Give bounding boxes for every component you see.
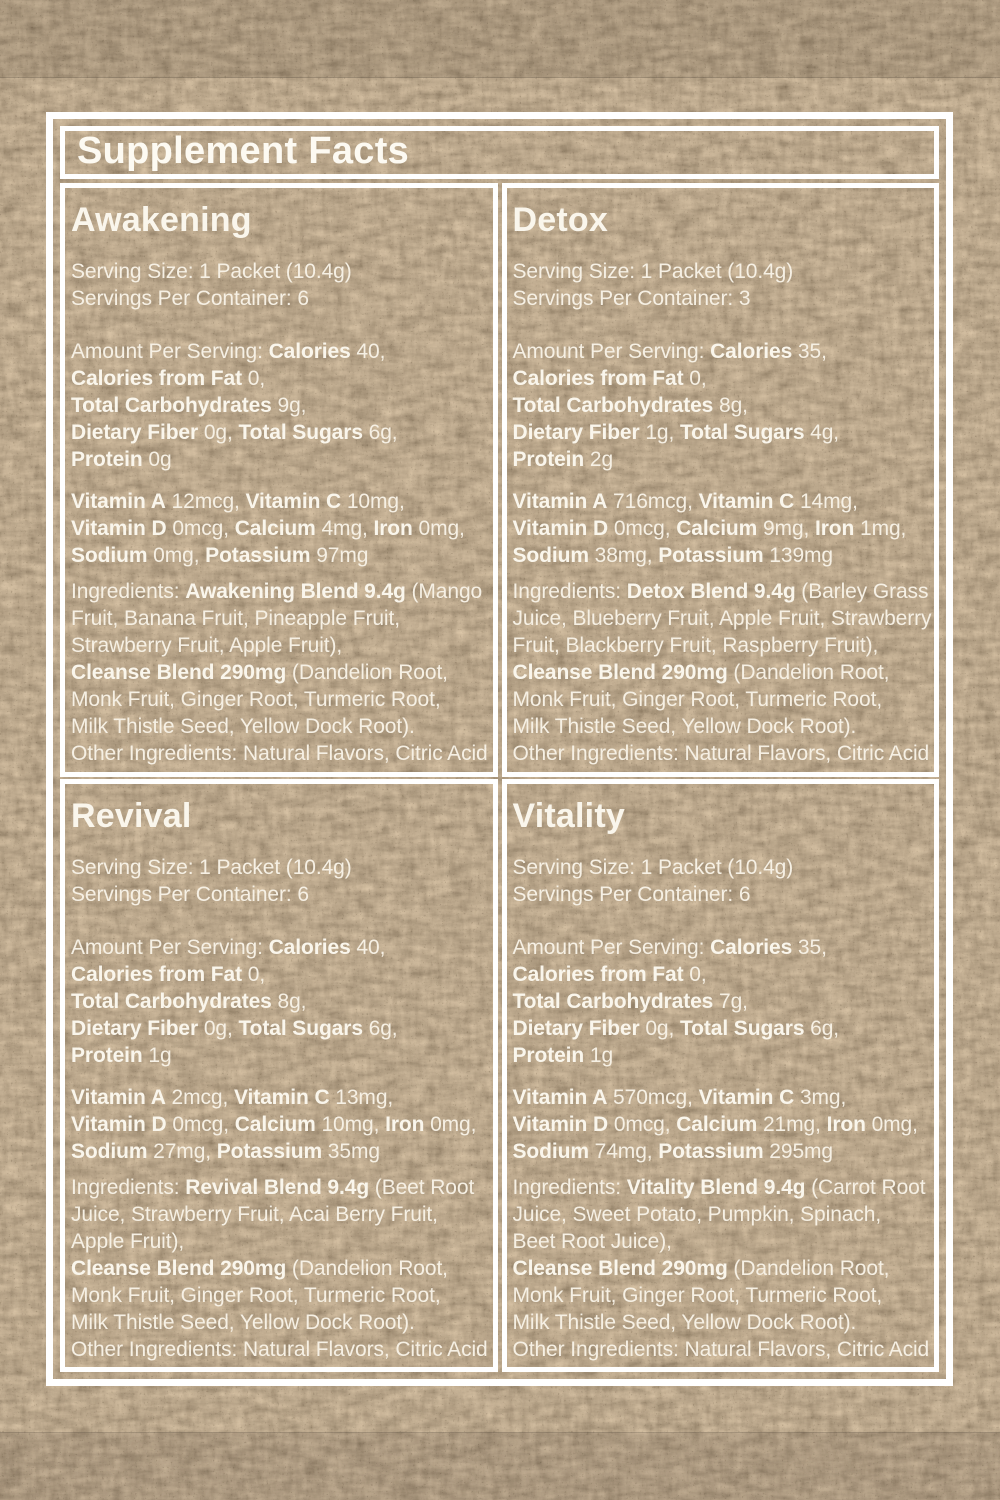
ingredients-list: [71, 1174, 489, 1363]
text-line: Servings Per Container: 6: [512, 882, 751, 906]
text-line: Fruit, Banana Fruit, Pineapple Fruit,: [71, 607, 400, 630]
nutrition-facts: [71, 338, 489, 473]
text-line: Vitamin D 0mcg, Calcium 4mg, Iron 0mg,: [71, 517, 465, 540]
text-line: Calories from Fat 0,: [71, 962, 266, 986]
vitamins-minerals: [513, 488, 931, 569]
text-line: Calories from Fat 0,: [512, 367, 707, 390]
text-line: Milk Thistle Seed, Yellow Dock Root).: [71, 1310, 415, 1334]
text-line: Ingredients: Awakening Blend 9.4g (Mango: [71, 580, 483, 603]
text-line: Sodium 0mg, Potassium 97mg: [71, 544, 369, 567]
text-line: Servings Per Container: 6: [71, 882, 309, 906]
text-line: Dietary Fiber 1g, Total Sugars 4g,: [512, 421, 840, 444]
panel-title-detox: Detox: [512, 201, 608, 239]
page-title: Supplement Facts: [77, 130, 410, 172]
panel-revival: [60, 779, 498, 1373]
serving-info: [513, 258, 931, 312]
panel-awakening: [60, 183, 498, 777]
text-line: Apple Fruit),: [71, 1229, 185, 1253]
text-line: Protein 0g: [71, 448, 172, 471]
text-line: Vitamin D 0mcg, Calcium 21mg, Iron 0mg,: [512, 1112, 918, 1136]
panel-vitality: [502, 779, 940, 1373]
nutrition-facts: [513, 338, 931, 473]
nutrition-facts: [71, 934, 489, 1069]
panel-detox: [502, 183, 940, 777]
text-line: Other Ingredients: Natural Flavors, Citric Acid: [512, 742, 930, 765]
text-line: Sodium 74mg, Potassium 295mg: [512, 1139, 834, 1163]
text-line: Total Carbohydrates 9g,: [71, 394, 307, 417]
text-line: Servings Per Container: 3: [512, 287, 751, 310]
text-line: Amount Per Serving: Calories 40,: [71, 935, 386, 959]
serving-info: [513, 854, 931, 908]
panel-title-revival: Revival: [71, 796, 192, 835]
text-line: Other Ingredients: Natural Flavors, Citric Acid: [512, 1337, 930, 1361]
panel-title-vitality: Vitality: [512, 796, 625, 835]
text-line: Sodium 38mg, Potassium 139mg: [512, 544, 834, 567]
text-line: Calories from Fat 0,: [512, 962, 707, 986]
text-line: Juice, Strawberry Fruit, Acai Berry Fruit,: [71, 1202, 438, 1226]
text-line: Vitamin A 716mcg, Vitamin C 14mg,: [512, 490, 858, 513]
label-header: [60, 126, 939, 179]
supplement-facts-label: [46, 112, 953, 1386]
text-line: Cleanse Blend 290mg (Dandelion Root,: [512, 661, 890, 684]
vitamins-minerals: [513, 1084, 931, 1165]
text-line: Serving Size: 1 Packet (10.4g): [71, 260, 352, 283]
ingredients-list: [513, 578, 931, 767]
serving-info: [71, 258, 489, 312]
text-line: Monk Fruit, Ginger Root, Turmeric Root,: [71, 688, 441, 711]
text-line: Monk Fruit, Ginger Root, Turmeric Root,: [512, 1283, 883, 1307]
ingredients-list: [513, 1174, 931, 1363]
text-line: Protein 1g: [71, 1043, 172, 1067]
text-line: Serving Size: 1 Packet (10.4g): [512, 855, 794, 879]
text-line: Total Carbohydrates 8g,: [512, 394, 748, 417]
text-line: Protein 1g: [512, 1043, 614, 1067]
text-line: Total Carbohydrates 8g,: [71, 989, 307, 1013]
text-line: Monk Fruit, Ginger Root, Turmeric Root,: [512, 688, 883, 711]
serving-info: [71, 854, 489, 908]
text-line: Sodium 27mg, Potassium 35mg: [71, 1139, 380, 1163]
text-line: Cleanse Blend 290mg (Dandelion Root,: [512, 1256, 890, 1280]
text-line: Cleanse Blend 290mg (Dandelion Root,: [71, 661, 448, 684]
text-line: Serving Size: 1 Packet (10.4g): [71, 855, 352, 879]
text-line: Fruit, Blackberry Fruit, Raspberry Fruit),: [512, 634, 879, 657]
text-line: Other Ingredients: Natural Flavors, Citric Acid: [71, 742, 488, 765]
text-line: Milk Thistle Seed, Yellow Dock Root).: [512, 715, 857, 738]
text-line: Amount Per Serving: Calories 40,: [71, 340, 386, 363]
text-line: Dietary Fiber 0g, Total Sugars 6g,: [512, 1016, 840, 1040]
text-line: Dietary Fiber 0g, Total Sugars 6g,: [71, 1016, 398, 1040]
text-line: Calories from Fat 0,: [71, 367, 266, 390]
text-line: Juice, Blueberry Fruit, Apple Fruit, Strawberry: [512, 607, 932, 630]
vitamins-minerals: [71, 1084, 489, 1165]
text-line: Vitamin D 0mcg, Calcium 10mg, Iron 0mg,: [71, 1112, 477, 1136]
panel-title-awakening: Awakening: [71, 201, 252, 239]
text-line: Amount Per Serving: Calories 35,: [512, 340, 827, 363]
text-line: Juice, Sweet Potato, Pumpkin, Spinach,: [512, 1202, 882, 1226]
text-line: Milk Thistle Seed, Yellow Dock Root).: [512, 1310, 857, 1334]
text-line: Ingredients: Revival Blend 9.4g (Beet Root: [71, 1175, 475, 1199]
text-line: Vitamin A 570mcg, Vitamin C 3mg,: [512, 1085, 847, 1109]
text-line: Total Carbohydrates 7g,: [512, 989, 748, 1013]
vitamins-minerals: [71, 488, 489, 569]
text-line: Serving Size: 1 Packet (10.4g): [512, 260, 794, 283]
text-line: Amount Per Serving: Calories 35,: [512, 935, 827, 959]
text-line: Vitamin A 2mcg, Vitamin C 13mg,: [71, 1085, 394, 1109]
text-line: Beet Root Juice),: [512, 1229, 672, 1253]
ingredients-list: [71, 578, 489, 767]
text-line: Vitamin D 0mcg, Calcium 9mg, Iron 1mg,: [512, 517, 907, 540]
text-line: Other Ingredients: Natural Flavors, Citric Acid: [71, 1337, 488, 1361]
text-line: Monk Fruit, Ginger Root, Turmeric Root,: [71, 1283, 441, 1307]
flavor-panels-grid: [60, 183, 939, 1372]
text-line: Ingredients: Detox Blend 9.4g (Barley Grass: [512, 580, 929, 603]
text-line: Milk Thistle Seed, Yellow Dock Root).: [71, 715, 415, 738]
text-line: Vitamin A 12mcg, Vitamin C 10mg,: [71, 490, 405, 513]
text-line: Servings Per Container: 6: [71, 287, 309, 310]
nutrition-facts: [513, 934, 931, 1069]
text-line: Ingredients: Vitality Blend 9.4g (Carrot Root: [512, 1175, 926, 1199]
text-line: Strawberry Fruit, Apple Fruit),: [71, 634, 343, 657]
text-line: Protein 2g: [512, 448, 614, 471]
text-line: Dietary Fiber 0g, Total Sugars 6g,: [71, 421, 398, 444]
text-line: Cleanse Blend 290mg (Dandelion Root,: [71, 1256, 448, 1280]
